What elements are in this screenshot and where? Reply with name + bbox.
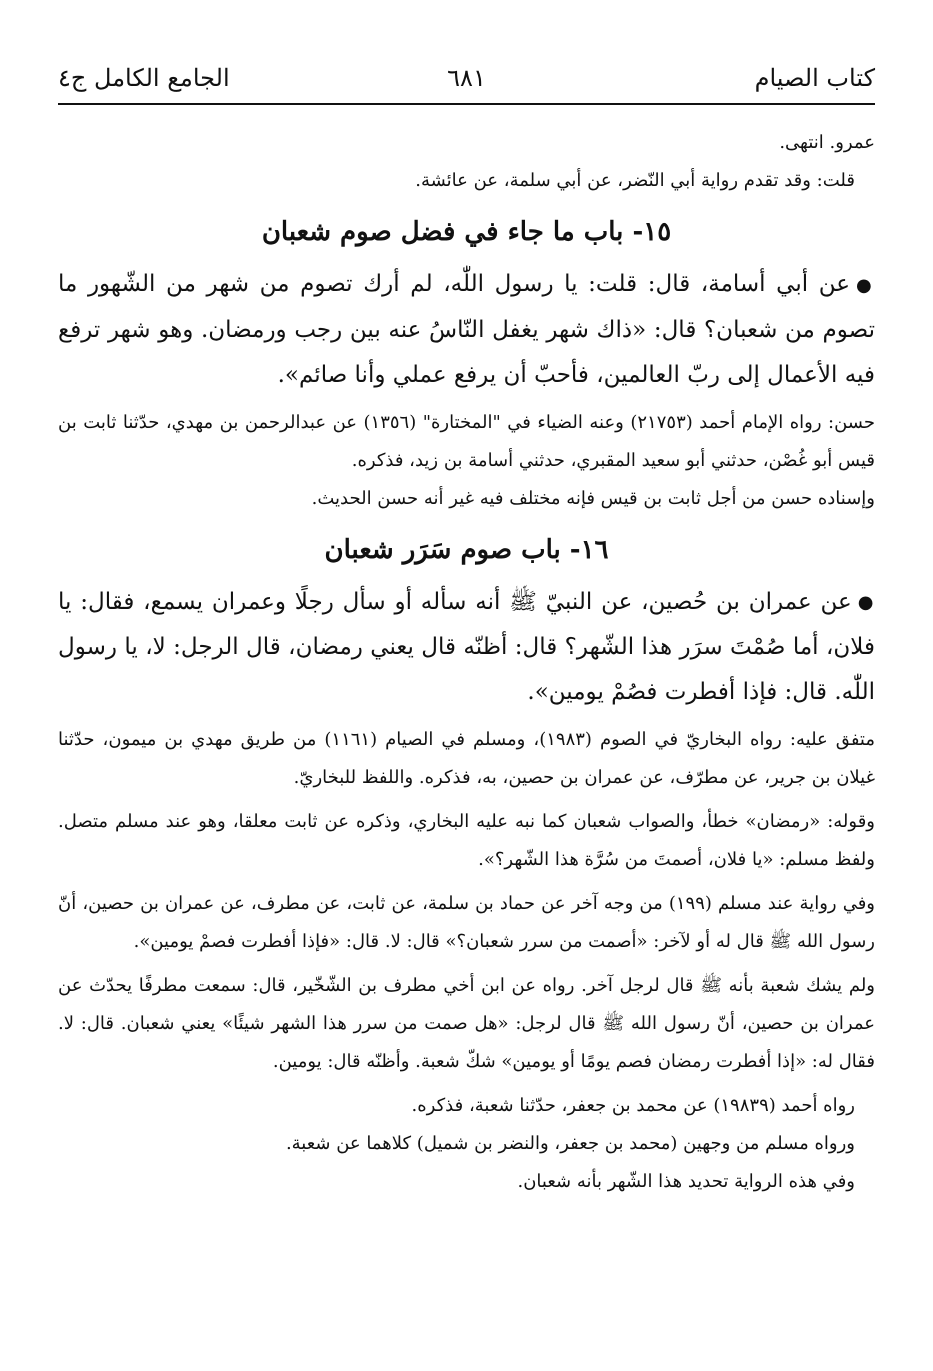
header-rule [58,103,875,105]
takhrij-paragraph-3: متفق عليه: رواه البخاريّ في الصوم (١٩٨٣)، ومسلم في الصيام (١١٦١) من طريق مهدي بن ميمون، حدّثنا غيلان بن جرير، عن مطرّف، عن عمران بن حصين، به، فذكره. واللفظ للبخاريّ. [58,729,875,788]
commentary-paragraph-4: رواه أحمد (١٩٨٣٩) عن محمد بن جعفر، حدّثنا شعبة، فذكره. [411,1095,855,1116]
chapter-heading-15: ١٥- باب ما جاء في فضل صوم شعبان [261,217,672,247]
commentary-paragraph-2: وفي رواية عند مسلم (١٩٩) من وجه آخر عن حماد بن سلمة، عن ثابت، عن مطرف، عن عمران بن حصين، أنّ رسول الله ﷺ قال له أو لآخر: «أصمت من سرر شعبان؟» قال: لا. قال: «فإذا أفطرت فصمْ يومين». [58,893,875,952]
hadith-paragraph-2 [58,580,875,716]
takhrij-paragraph-2: وإسناده حسن من أجل ثابت بن قيس فإنه مختلف فيه غير أنه حسن الحديث. [311,487,875,509]
bullet-icon: ● [855,274,875,296]
page-body [58,124,875,1201]
hadith-text-1: عن أبي أسامة، قال: قلت: يا رسول اللّٰه، لم أرك تصوم من شهر من الشّهور ما تصوم من شعبان؟ قال: «ذاك شهر يغفل النّاسُ عنه بين رجب ورمضان. وهو شهر ترفع فيه الأعمال إلى ربّ العالمين، فأحبّ أن يرفع عملي وأنا صائم». [58,271,875,388]
commentary-paragraph-5: ورواه مسلم من وجهين (محمد بن جعفر، والنضر بن شميل) كلاهما عن شعبة. [285,1133,855,1154]
hadith-paragraph-1 [58,262,875,398]
page-number: ٦٨١ [447,64,486,92]
paragraph-continuation: عمرو. انتهى. [779,132,875,153]
chapter-heading-16: ١٦- باب صوم سَرَر شعبان [324,534,609,565]
paragraph-note: قلت: وقد تقدم رواية أبي النّضر، عن أبي سلمة، عن عائشة. [415,170,855,191]
volume-title: الجامع الكامل ج٤ [58,64,230,92]
hadith-text-2: عن عمران بن حُصين، عن النبيّ ﷺ أنه سأله أو سأل رجلًا وعمران يسمع، فقال: يا فلان، أما صُمْتَ سرَر هذا الشّهر؟ قال: أظنّه قال يعني رمضان، قال الرجل: لا، يا رسول اللّٰه. قال: فإذا أفطرت فصُمْ يومين». [58,588,875,705]
commentary-paragraph-6: وفي هذه الرواية تحديد هذا الشّهر بأنه شعبان. [517,1171,855,1192]
commentary-paragraph-1: وقوله: «رمضان» خطأ، والصواب شعبان كما نبه عليه البخاري، وذكره عن ثابت معلقا، وهو عند مسلم متصل. ولفظ مسلم: «يا فلان، أصمتَ من سُرَّة هذا الشّهر؟». [58,811,875,870]
bullet-icon: ● [857,592,876,613]
takhrij-paragraph-1: حسن: رواه الإمام أحمد (٢١٧٥٣) وعنه الضياء في "المختارة" (١٣٥٦) عن عبدالرحمن بن مهدي، حدّثنا ثابت بن قيس أبو غُصْن، حدثني أبو سعيد المقبري، حدثني أسامة بن زيد، فذكره. [58,411,875,471]
book-title: كتاب الصيام [754,64,875,92]
commentary-paragraph-3: ولم يشك شعبة بأنه ﷺ قال لرجل آخر. رواه عن ابن أخي مطرف بن الشّخّير، قال: سمعت مطرفًا يحدّث عن عمران بن حصين، أنّ رسول الله ﷺ قال لرجل: «هل صمت من سرر هذا الشهر شيئًا» يعني شعبان. قال: لا. فقال له: «إذا أفطرت رمضان فصم يومًا أو يومين» شكّ شعبة. وأظنّه قال: يومين. [58,975,875,1072]
page-header [58,58,875,98]
